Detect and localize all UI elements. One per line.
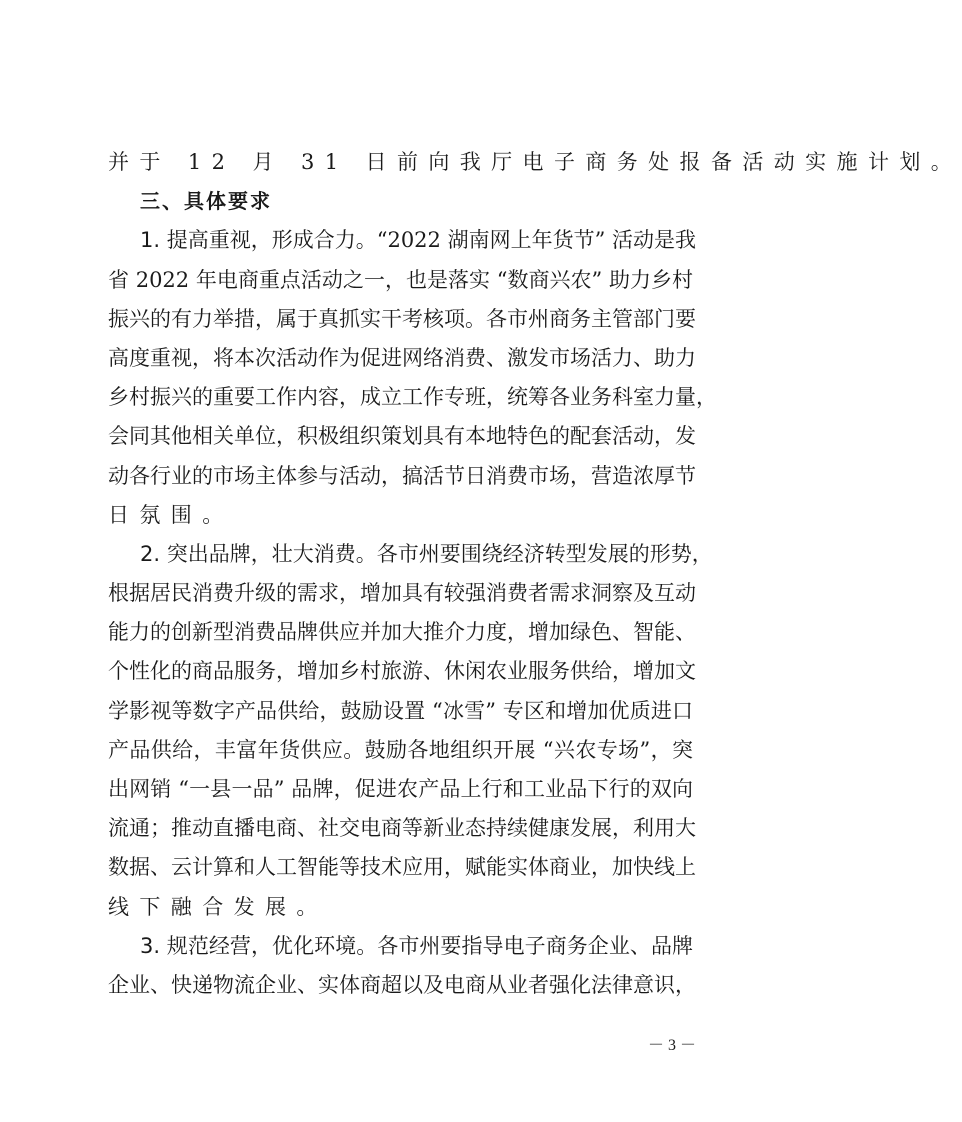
paragraph-line: 会同其他相关单位，积极组织策划具有本地特色的配套活动，发 (108, 424, 696, 449)
paragraph-text: 各市州要指导电子商务企业、品牌 (377, 933, 693, 958)
item-heading: 1. 提高重视，形成合力。 (140, 228, 377, 253)
paragraph-line: 个性化的商品服务，增加乡村旅游、休闲农业服务供给，增加文 (108, 659, 696, 684)
paragraph-line: 乡村振兴的重要工作内容，成立工作专班，统筹各业务科室力量， (108, 385, 717, 410)
paragraph-line (108, 535, 713, 574)
paragraph-line: 高度重视，将本次活动作为促进网络消费、激发市场活力、助力 (108, 345, 696, 370)
paragraph-line: 学影视等数字产品供给，鼓励设置 “冰雪” 专区和增加优质进口 (108, 698, 693, 723)
paragraph-line: 数据、云计算和人工智能等技术应用，赋能实体商业，加快线上 (108, 855, 696, 880)
paragraph-text: 各市州要围绕经济转型发展的形势， (376, 541, 713, 566)
document-page-body (108, 143, 962, 1005)
paragraph-line: 企业、快递物流企业、实体商超以及电商从业者强化法律意识， (108, 972, 696, 997)
paragraph-line (108, 927, 693, 966)
paragraph-text: “2022 湖南网上年货节” 活动是我 (376, 228, 696, 253)
section-heading: 三、具体要求 (140, 189, 272, 214)
page-number: － 3 － (648, 1037, 697, 1054)
paragraph-line: 日氛围。 (108, 502, 234, 527)
paragraph-line (108, 221, 696, 260)
paragraph-line: 流通；推动直播电商、社交电商等新业态持续健康发展，利用大 (108, 816, 696, 841)
paragraph-line: 动各行业的市场主体参与活动，搞活节日消费市场，营造浓厚节 (108, 463, 696, 488)
item-heading: 2. 突出品牌，壮大消费。 (140, 541, 377, 566)
paragraph-line: 能力的创新型消费品牌供应并加大推介力度，增加绿色、智能、 (108, 620, 696, 645)
paragraph-line: 省 2022 年电商重点活动之一，也是落实 “数商兴农” 助力乡村 (108, 267, 693, 292)
paragraph-line: 根据居民消费升级的需求，增加具有较强消费者需求洞察及互动 (108, 581, 696, 606)
paragraph-line: 产品供给，丰富年货供应。鼓励各地组织开展 “兴农专场”，突 (108, 737, 693, 762)
paragraph-line: 线下融合发展。 (108, 894, 328, 919)
paragraph-line: 振兴的有力举措，属于真抓实干考核项。各市州商务主管部门要 (108, 306, 696, 331)
paragraph-line: 并于 12 月 31 日前向我厅电子商务处报备活动实施计划。 (108, 150, 962, 174)
paragraph-line: 出网销 “一县一品” 品牌，促进农产品上行和工业品下行的双向 (108, 777, 693, 801)
item-heading: 3. 规范经营，优化环境。 (140, 933, 378, 958)
